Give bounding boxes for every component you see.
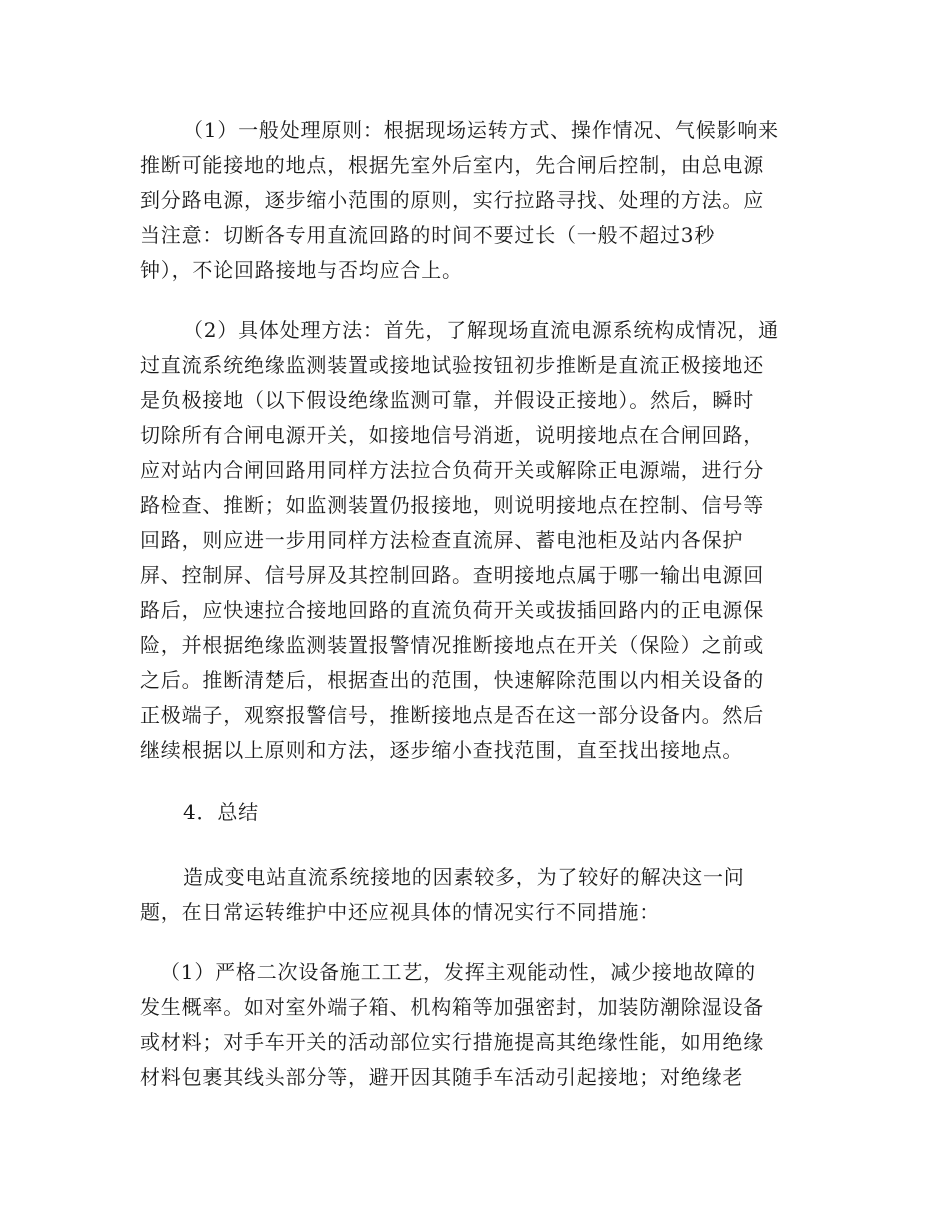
text-line: 屏、控制屏、信号屏及其控制回路。查明接地点属于哪一输出电源回 xyxy=(140,563,764,587)
text-line: 材料包裹其线头部分等，避开因其随手车活动引起接地；对绝缘老 xyxy=(140,1065,744,1089)
text-line: 或材料；对手车开关的活动部位实行措施提高其绝缘性能，如用绝缘 xyxy=(140,1030,764,1054)
text-line: 险，并根据绝缘监测装置报警情况推断接地点在开关（保险）之前或 xyxy=(140,633,764,657)
text-line: （1）严格二次设备施工工艺，发挥主观能动性，减少接地故障的 xyxy=(160,960,756,984)
text-line: 钟），不论回路接地与否均应合上。 xyxy=(140,258,463,282)
text-line: 正极端子，观察报警信号，推断接地点是否在这一部分设备内。然后 xyxy=(140,703,764,727)
text-line: 题，在日常运转维护中还应视具体的情况实行不同措施： xyxy=(140,900,660,924)
text-line: （1）一般处理原则：根据现场运转方式、操作情况、气候影响来 xyxy=(183,118,779,142)
section-heading: 4．总结 xyxy=(183,800,259,824)
text-line: 继续根据以上原则和方法，逐步缩小查找范围，直至找出接地点。 xyxy=(140,738,744,762)
text-line: 造成变电站直流系统接地的因素较多，为了较好的解决这一问 xyxy=(183,865,745,889)
text-line: 是负极接地（以下假设绝缘监测可靠，并假设正接地）。然后，瞬时 xyxy=(140,388,754,412)
text-line: 过直流系统绝缘监测装置或接地试验按钮初步推断是直流正极接地还 xyxy=(140,353,764,377)
text-line: 切除所有合闸电源开关，如接地信号消逝，说明接地点在合闸回路， xyxy=(140,423,764,447)
text-line: 到分路电源，逐步缩小范围的原则，实行拉路寻找、处理的方法。应 xyxy=(140,188,764,212)
text-line: 回路，则应进一步用同样方法检查直流屏、蓄电池柜及站内各保护 xyxy=(140,528,744,552)
text-line: 当注意：切断各专用直流回路的时间不要过长（一般不超过3秒 xyxy=(140,223,716,247)
text-line: 之后。推断清楚后，根据查出的范围，快速解除范围以内相关设备的 xyxy=(140,668,764,692)
text-line: 路后，应快速拉合接地回路的直流负荷开关或拔插回路内的正电源保 xyxy=(140,598,764,622)
text-line: 发生概率。如对室外端子箱、机构箱等加强密封，加装防潮除湿设备 xyxy=(140,995,764,1019)
text-line: 应对站内合闸回路用同样方法拉合负荷开关或解除正电源端，进行分 xyxy=(140,458,764,482)
text-line: （2）具体处理方法：首先，了解现场直流电源系统构成情况，通 xyxy=(183,318,779,342)
text-line: 路检查、推断；如监测装置仍报接地，则说明接地点在控制、信号等 xyxy=(140,493,764,517)
text-line: 推断可能接地的地点，根据先室外后室内，先合闸后控制，由总电源 xyxy=(140,153,764,177)
